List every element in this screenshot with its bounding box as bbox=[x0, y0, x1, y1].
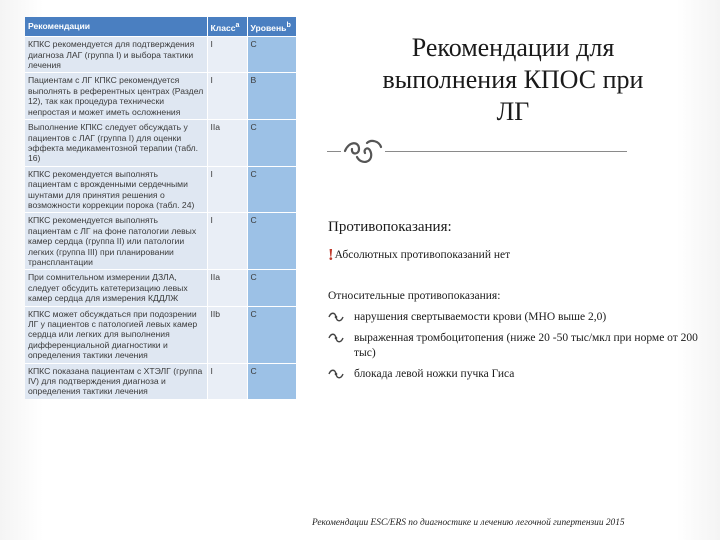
table-cell-class: I bbox=[207, 166, 247, 213]
relative-contraindications-heading: Относительные противопоказания: bbox=[328, 290, 501, 302]
table-cell-class: IIa bbox=[207, 120, 247, 167]
absolute-contraindications-text: Абсолютных противопоказаний нет bbox=[334, 249, 511, 261]
table-row bbox=[25, 270, 296, 306]
table-row bbox=[25, 37, 296, 73]
fancy-bullet-icon bbox=[328, 311, 344, 323]
table-cell-text: Выполнение КПКС следует обсуждать у пациентов с ЛАГ (группа I) для оценки эффекта медикаментозной терапии (табл. 16) bbox=[25, 120, 207, 167]
table-cell-class: IIa bbox=[207, 270, 247, 306]
fancy-bullet-icon bbox=[328, 368, 344, 380]
table-cell-level: C bbox=[247, 306, 296, 363]
curl-ornament-icon bbox=[341, 135, 385, 167]
table-row bbox=[25, 166, 296, 213]
table-row bbox=[25, 363, 296, 399]
table-cell-text: КПКС рекомендуется выполнять пациентам с ЛГ на фоне патологии левых камер сердца (группа II) или патологии легких (группа III) при планировании трансплантации bbox=[25, 213, 207, 270]
header-recommendations: Рекомендации bbox=[25, 17, 207, 37]
fancy-bullet-icon bbox=[328, 332, 344, 344]
slide-title: Рекомендации для выполнения КПОС при ЛГ bbox=[382, 33, 644, 126]
list-item bbox=[328, 310, 698, 325]
table-cell-level: C bbox=[247, 363, 296, 399]
table-cell-level: C bbox=[247, 166, 296, 213]
table-cell-text: КПКС может обсуждаться при подозрении ЛГ у пациентов с патологией левых камер сердца или легких для выполнения дифференциальной диагностики и определения тактики лечения bbox=[25, 306, 207, 363]
header-level: Уровень$^b$ bbox=[247, 17, 296, 37]
header-level-sup: b bbox=[286, 21, 291, 29]
list-item bbox=[328, 331, 698, 361]
table-cell-text: КПКС рекомендуется для подтверждения диагноза ЛАГ (группа I) и выбора тактики лечения bbox=[25, 37, 207, 73]
list-item bbox=[328, 367, 698, 382]
table-cell-level: C bbox=[247, 37, 296, 73]
source-footer: Рекомендации ESC/ERS по диагностике и лечению легочной гипертензии 2015 bbox=[312, 518, 625, 528]
table-header-row bbox=[25, 17, 296, 37]
table-cell-level: C bbox=[247, 120, 296, 167]
header-class: Класс$^a$ bbox=[207, 17, 247, 37]
header-class-sup: a bbox=[235, 21, 240, 29]
table-cell-text: КПКС показана пациентам с ХТЭЛГ (группа IV) для подтверждения диагноза и определения тактики лечения bbox=[25, 363, 207, 399]
table-cell-level: B bbox=[247, 73, 296, 120]
table-cell-class: I bbox=[207, 213, 247, 270]
table-cell-text: При сомнительном измерении ДЗЛА, следует обсудить катетеризацию левых камер сердца для измерения КДДЛЖ bbox=[25, 270, 207, 306]
table-row bbox=[25, 73, 296, 120]
contraindications-heading: Противопоказания: bbox=[328, 219, 452, 235]
table-cell-level: C bbox=[247, 270, 296, 306]
table-row bbox=[25, 120, 296, 167]
table-cell-class: I bbox=[207, 37, 247, 73]
table-cell-class: I bbox=[207, 363, 247, 399]
list-item-text: блокада левой ножки пучка Гиса bbox=[354, 368, 515, 380]
relative-contraindications-list bbox=[328, 310, 698, 388]
table-row bbox=[25, 306, 296, 363]
table-cell-level: C bbox=[247, 213, 296, 270]
table-cell-text: Пациентам с ЛГ КПКС рекомендуется выполнять в референтных центрах (Раздел 12), так как процедура технически непростая и может иметь осложнения bbox=[25, 73, 207, 120]
exclamation-mark: ! bbox=[328, 245, 334, 264]
list-item-text: нарушения свертываемости крови (МНО выше 2,0) bbox=[354, 311, 607, 323]
recommendations-table bbox=[25, 17, 297, 399]
list-item-text: выраженная тромбоцитопения (ниже 20 -50 тыс/мкл при норме от 200 тыс) bbox=[354, 332, 698, 359]
table-cell-text: КПКС рекомендуется выполнять пациентам с врожденными сердечными шунтами для принятия решения о возможности коррекции порока (табл. 24) bbox=[25, 166, 207, 213]
absolute-contraindications bbox=[328, 245, 510, 265]
table-cell-class: I bbox=[207, 73, 247, 120]
table-row bbox=[25, 213, 296, 270]
table-cell-class: IIb bbox=[207, 306, 247, 363]
